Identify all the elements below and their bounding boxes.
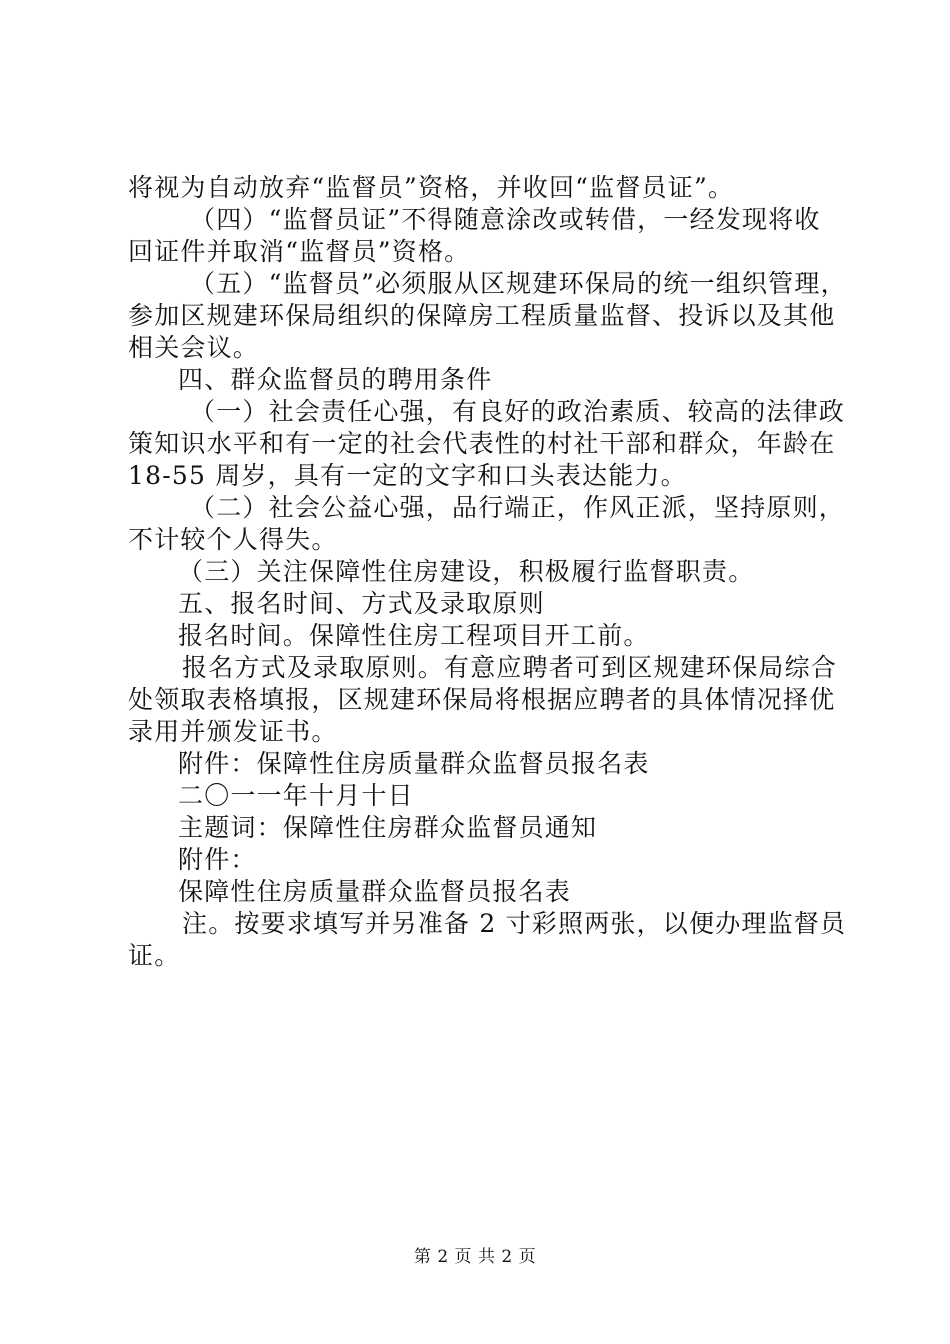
text-line: 证。 [128, 941, 181, 970]
attachment-line: 附件：保障性住房质量群众监督员报名表 [178, 749, 650, 778]
page-number: 第 2 页 共 2 页 [413, 1247, 537, 1267]
text-line: 不计较个人得失。 [128, 525, 338, 554]
text-line: 录用并颁发证书。 [128, 717, 338, 746]
document-body [128, 172, 847, 972]
text-line: （二）社会公益心强，品行端正，作风正派，坚持原则， [190, 493, 846, 522]
text-line: 将视为自动放弃“监督员”资格，并收回“监督员证”。 [128, 173, 735, 202]
attachment-title: 保障性住房质量群众监督员报名表 [178, 877, 572, 906]
text-line: 处领取表格填报，区规建环保局将根据应聘者的具体情况择优 [128, 685, 836, 714]
section-heading: 五、报名时间、方式及录取原则 [178, 589, 545, 618]
section-heading: 四、群众监督员的聘用条件 [178, 365, 493, 394]
text-line: （五）“监督员”必须服从区规建环保局的统一组织管理， [190, 269, 847, 298]
text-line: 相关会议。 [128, 333, 260, 362]
date-line: 二〇一一年十月十日 [178, 781, 414, 810]
text-line: 报名方式及录取原则。有意应聘者可到区规建环保局综合 [182, 653, 838, 682]
text-line: 参加区规建环保局组织的保障房工程质量监督、投诉以及其他 [128, 301, 836, 330]
text-line: 策知识水平和有一定的社会代表性的村社干部和群众，年龄在 [128, 429, 836, 458]
text-line: 回证件并取消“监督员”资格。 [128, 237, 471, 266]
keywords-line: 主题词：保障性住房群众监督员通知 [178, 813, 598, 842]
text-line: 18-55 周岁，具有一定的文字和口头表达能力。 [128, 461, 687, 490]
text-line: （一）社会责任心强，有良好的政治素质、较高的法律政 [190, 397, 846, 426]
text-line: （三）关注保障性住房建设，积极履行监督职责。 [178, 557, 755, 586]
note-line: 注。按要求填写并另准备 2 寸彩照两张，以便办理监督员 [182, 909, 847, 938]
attachment-label: 附件： [178, 845, 257, 874]
text-line: 报名时间。保障性住房工程项目开工前。 [178, 621, 650, 650]
text-line: （四）“监督员证”不得随意涂改或转借，一经发现将收 [190, 205, 821, 234]
